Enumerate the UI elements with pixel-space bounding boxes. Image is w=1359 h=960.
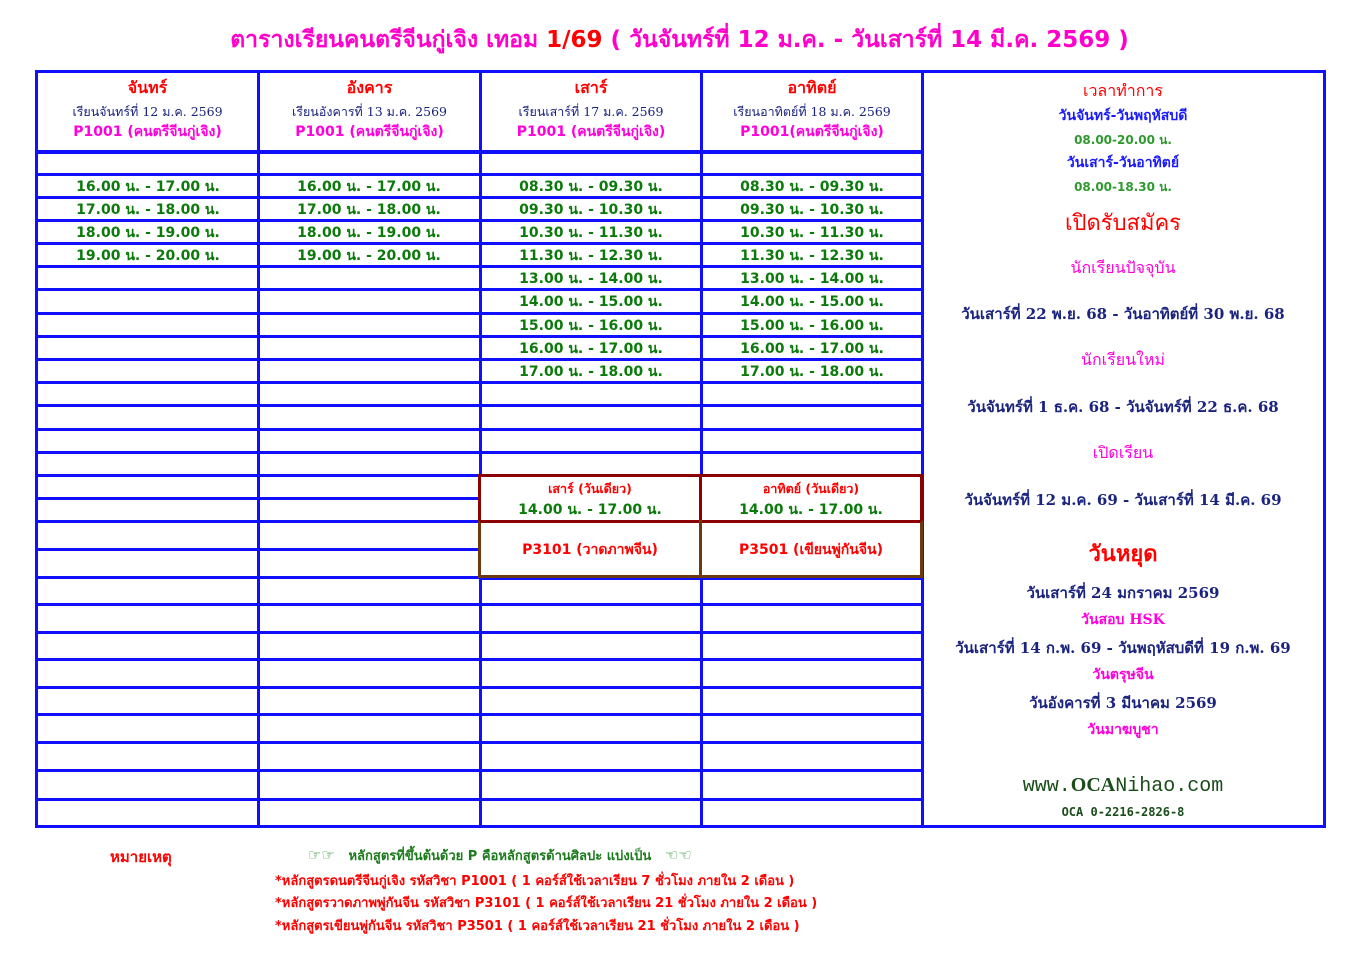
day-name: จันทร์ xyxy=(127,78,168,97)
time-slot: 10.30 น. - 11.30 น. xyxy=(740,225,884,241)
holiday-name: วันมาฆบูชา xyxy=(1087,722,1159,738)
page-title xyxy=(0,22,1359,58)
time-slot: 08.30 น. - 09.30 น. xyxy=(519,179,663,195)
special-label-saturday: เสาร์ (วันเดียว) xyxy=(548,481,632,496)
special-course-saturday: P3101 (วาดภาพจีน) xyxy=(522,542,658,558)
special-time-saturday: 14.00 น. - 17.00 น. xyxy=(518,502,662,518)
time-slot: 19.00 น. - 20.00 น. xyxy=(76,248,220,264)
website-prefix: www. xyxy=(1022,775,1071,798)
time-slot: 10.30 น. - 11.30 น. xyxy=(519,225,663,241)
time-slot: 15.00 น. - 16.00 น. xyxy=(740,318,884,334)
note-line: *หลักสูตรดนตรีจีนกู่เจิง รหัสวิชา P1001 ( 1 คอร์ส์ใช้เวลาเรียน 7 ชั่วโมง ภายใน 2 เดือน ) xyxy=(275,874,795,889)
day-name: เสาร์ xyxy=(574,78,608,97)
weekend-label: วันเสาร์-วันอาทิตย์ xyxy=(1066,155,1180,171)
header-tuesday xyxy=(260,73,479,151)
classes-dates: วันจันทร์ที่ 12 ม.ค. 69 - วันเสาร์ที่ 14 มี.ค. 69 xyxy=(964,491,1282,509)
hours-title: เวลาทำการ xyxy=(1082,81,1164,100)
course-code: P1001 (คนตรีจีนกู่เจิง) xyxy=(516,124,666,140)
weekday-hours: 08.00-20.00 น. xyxy=(1074,133,1172,147)
holidays-title: วันหยุด xyxy=(1088,541,1158,567)
time-slot: 08.30 น. - 09.30 น. xyxy=(740,179,884,195)
day-name: อังคาร xyxy=(346,78,393,97)
time-slot: 17.00 น. - 18.00 น. xyxy=(76,202,220,218)
title-prefix: ตารางเรียนคนตรีจีนกู่เจิง เทอม xyxy=(230,27,547,53)
column-divider xyxy=(700,577,703,828)
classes-start-label: เปิดเรียน xyxy=(1092,443,1154,462)
holiday-date: วันเสาร์ที่ 14 ก.พ. 69 - วันพฤหัสบดีที่ 19 ก.พ. 69 xyxy=(955,639,1291,657)
pointing-hand-right-icon: ☞☞ xyxy=(308,846,335,864)
study-date: เรียนอาทิตย์ที่ 18 ม.ค. 2569 xyxy=(733,104,891,119)
time-slot: 13.00 น. - 14.00 น. xyxy=(519,271,663,287)
holiday-date: วันเสาร์ที่ 24 มกราคม 2569 xyxy=(1026,584,1220,602)
time-slot: 15.00 น. - 16.00 น. xyxy=(519,318,663,334)
notes-label: หมายเหตุ xyxy=(110,848,172,866)
current-students-dates: วันเสาร์ที่ 22 พ.ย. 68 - วันอาทิตย์ที่ 30 พ.ย. 68 xyxy=(961,305,1285,323)
special-label-sunday: อาทิตย์ (วันเดียว) xyxy=(762,481,860,496)
time-slot: 18.00 น. - 19.00 น. xyxy=(76,225,220,241)
note-line: *หลักสูตรเขียนพู่กันจีน รหัสวิชา P3501 ( 1 คอร์ส์ใช้เวลาเรียน 21 ชั่วโมง ภายใน 2 เดือน ) xyxy=(275,919,800,934)
notes-heading-text: หลักสูตรที่ขึ้นต้นด้วย P คือหลักสูตรด้านศิลปะ แบ่งเป็น xyxy=(348,849,652,864)
time-slot: 13.00 น. - 14.00 น. xyxy=(740,271,884,287)
study-date: เรียนเสาร์ที่ 17 ม.ค. 2569 xyxy=(518,104,664,119)
course-code: P1001(คนตรีจีนกู่เจิง) xyxy=(740,124,884,140)
special-course-sunday: P3501 (เขียนพู่กันจีน) xyxy=(738,542,884,558)
special-time-sunday: 14.00 น. - 17.00 น. xyxy=(739,502,883,518)
day-name: อาทิตย์ xyxy=(787,78,837,97)
new-students-label: นักเรียนใหม่ xyxy=(1081,350,1165,369)
holiday-date: วันอังคารที่ 3 มีนาคม 2569 xyxy=(1029,694,1217,712)
holiday-name: วันตรุษจีน xyxy=(1092,667,1154,683)
time-slot: 11.30 น. - 12.30 น. xyxy=(519,248,663,264)
time-slot: 16.00 น. - 17.00 น. xyxy=(740,341,884,357)
weekend-hours: 08.00-18.30 น. xyxy=(1074,180,1172,194)
header-sunday xyxy=(703,73,921,151)
current-students-label: นักเรียนปัจจุบัน xyxy=(1070,258,1176,277)
registration-title: เปิดรับสมัคร xyxy=(1064,211,1181,236)
study-date: เรียนอังคารที่ 13 ม.ค. 2569 xyxy=(292,104,447,119)
time-slot: 17.00 น. - 18.00 น. xyxy=(519,364,663,380)
holiday-name: วันสอบ HSK xyxy=(1081,612,1165,628)
notes-heading xyxy=(308,845,692,866)
course-code: P1001 (คนตรีจีนกู่เจิง) xyxy=(295,124,444,140)
time-slot: 14.00 น. - 15.00 น. xyxy=(519,294,663,310)
course-code: P1001 (คนตรีจีนกู่เจิง) xyxy=(73,124,222,140)
time-slot: 17.00 น. - 18.00 น. xyxy=(297,202,441,218)
time-slot: 09.30 น. - 10.30 น. xyxy=(740,202,884,218)
time-slot: 16.00 น. - 17.00 น. xyxy=(76,179,220,195)
time-slot: 17.00 น. - 18.00 น. xyxy=(740,364,884,380)
study-date: เรียนจันทร์ที่ 12 ม.ค. 2569 xyxy=(72,104,223,119)
website-suffix: Nihao.com xyxy=(1115,775,1224,798)
weekday-label: วันจันทร์-วันพฤหัสบดี xyxy=(1058,108,1188,124)
website-link[interactable] xyxy=(924,774,1322,798)
time-slot: 11.30 น. - 12.30 น. xyxy=(740,248,884,264)
time-slot: 16.00 น. - 17.00 น. xyxy=(297,179,441,195)
time-slot: 19.00 น. - 20.00 น. xyxy=(297,248,441,264)
new-students-dates: วันจันทร์ที่ 1 ธ.ค. 68 - วันจันทร์ที่ 22 ธ.ค. 68 xyxy=(967,398,1279,416)
title-suffix: ( วันจันทร์ที่ 12 ม.ค. - วันเสาร์ที่ 14 มี.ค. 2569 ) xyxy=(602,27,1129,53)
title-term: 1/69 xyxy=(546,27,603,53)
header-saturday xyxy=(482,73,700,151)
note-line: *หลักสูตรวาดภาพพู่กันจีน รหัสวิชา P3101 ( 1 คอร์ส์ใช้เวลาเรียน 21 ชั่วโมง ภายใน 2 เดือน ) xyxy=(275,896,818,911)
time-slot: 18.00 น. - 19.00 น. xyxy=(297,225,441,241)
pointing-hand-left-icon: ☜☜ xyxy=(664,846,692,864)
time-slot: 16.00 น. - 17.00 น. xyxy=(519,341,663,357)
header-monday xyxy=(38,73,257,151)
phone-number: OCA 0-2216-2826-8 xyxy=(1061,805,1185,819)
time-slot: 14.00 น. - 15.00 น. xyxy=(740,294,884,310)
time-slot: 09.30 น. - 10.30 น. xyxy=(519,202,663,218)
website-brand: OCA xyxy=(1070,774,1116,796)
